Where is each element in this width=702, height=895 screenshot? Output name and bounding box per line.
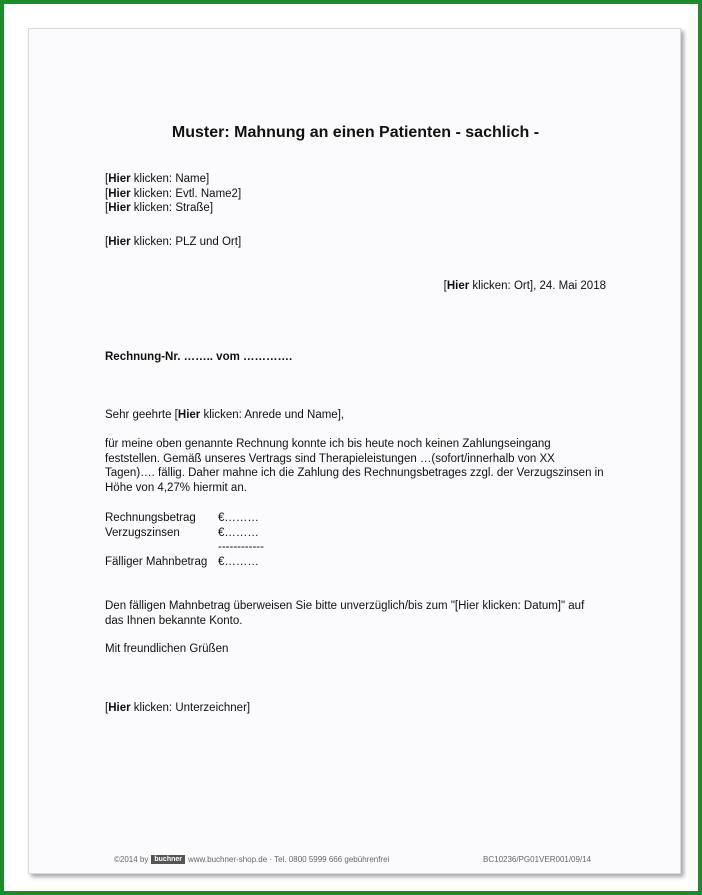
- amount-separator: ------------: [218, 541, 264, 554]
- amount-label: Verzugszinsen: [105, 526, 180, 539]
- address-name-field[interactable]: [Hier klicken: Name]: [105, 173, 210, 185]
- address-name2-field[interactable]: [Hier klicken: Evtl. Name2]: [105, 187, 242, 200]
- address-city-field[interactable]: [Hier klicken: PLZ und Ort]: [105, 236, 242, 248]
- amount-row: [105, 511, 298, 526]
- footer-contact: www.buchner-shop.de · Tel. 0800 5999 666 gebührenfrei: [188, 855, 390, 864]
- document-title: Muster: Mahnung an einen Patienten - sachlich -: [171, 124, 540, 141]
- document-page: [28, 28, 681, 874]
- brand-logo: buchner: [151, 855, 185, 864]
- amounts-table: [105, 511, 298, 569]
- salutation-field[interactable]: Sehr geehrte [Hier klicken: Anrede und Name],: [105, 409, 345, 421]
- footer-copyright: ©2014 by: [114, 855, 149, 864]
- amount-value: €………: [218, 555, 259, 568]
- amount-row: [105, 526, 298, 541]
- amount-value: €………: [218, 526, 259, 539]
- date-line-field[interactable]: [Hier klicken: Ort], 24. Mai 2018: [443, 280, 606, 292]
- recipient-address: [105, 172, 241, 216]
- amount-label: [105, 540, 218, 555]
- amount-label: Fälliger Mahnbetrag: [105, 555, 208, 568]
- closing-text: Mit freundlichen Grüßen: [105, 643, 229, 655]
- amount-value: €………: [218, 512, 259, 524]
- footer: [114, 855, 389, 864]
- address-street-field[interactable]: [Hier klicken: Straße]: [105, 202, 214, 215]
- footer-document-code: BC10236/PG01VER001/09/14: [483, 855, 592, 864]
- signer-field[interactable]: [Hier klicken: Unterzeichner]: [105, 702, 251, 714]
- amount-row: [105, 555, 298, 570]
- invoice-reference: Rechnung-Nr. …….. vom ………….: [105, 351, 293, 363]
- payment-paragraph: Den fälligen Mahnbetrag überweisen Sie bitte unverzüglich/bis zum "[Hier klicken: Datum]" auf das Ihnen bekannte Konto.: [105, 600, 585, 627]
- amount-separator-row: [105, 540, 298, 555]
- body-paragraph: für meine oben genannte Rechnung konnte ich bis heute noch keinen Zahlungseingang feststellen. Gemäß unseres Vertrags sind Therapieleistungen …(sofort/innerhalb von XX Tagen)…. fällig. Daher mahne ich die Zahlung des Rechnungsbetrages zzgl. der Verzugszinsen in Höhe von 4,27% hiermit an.: [105, 438, 604, 494]
- amount-label: Rechnungsbetrag: [105, 512, 196, 524]
